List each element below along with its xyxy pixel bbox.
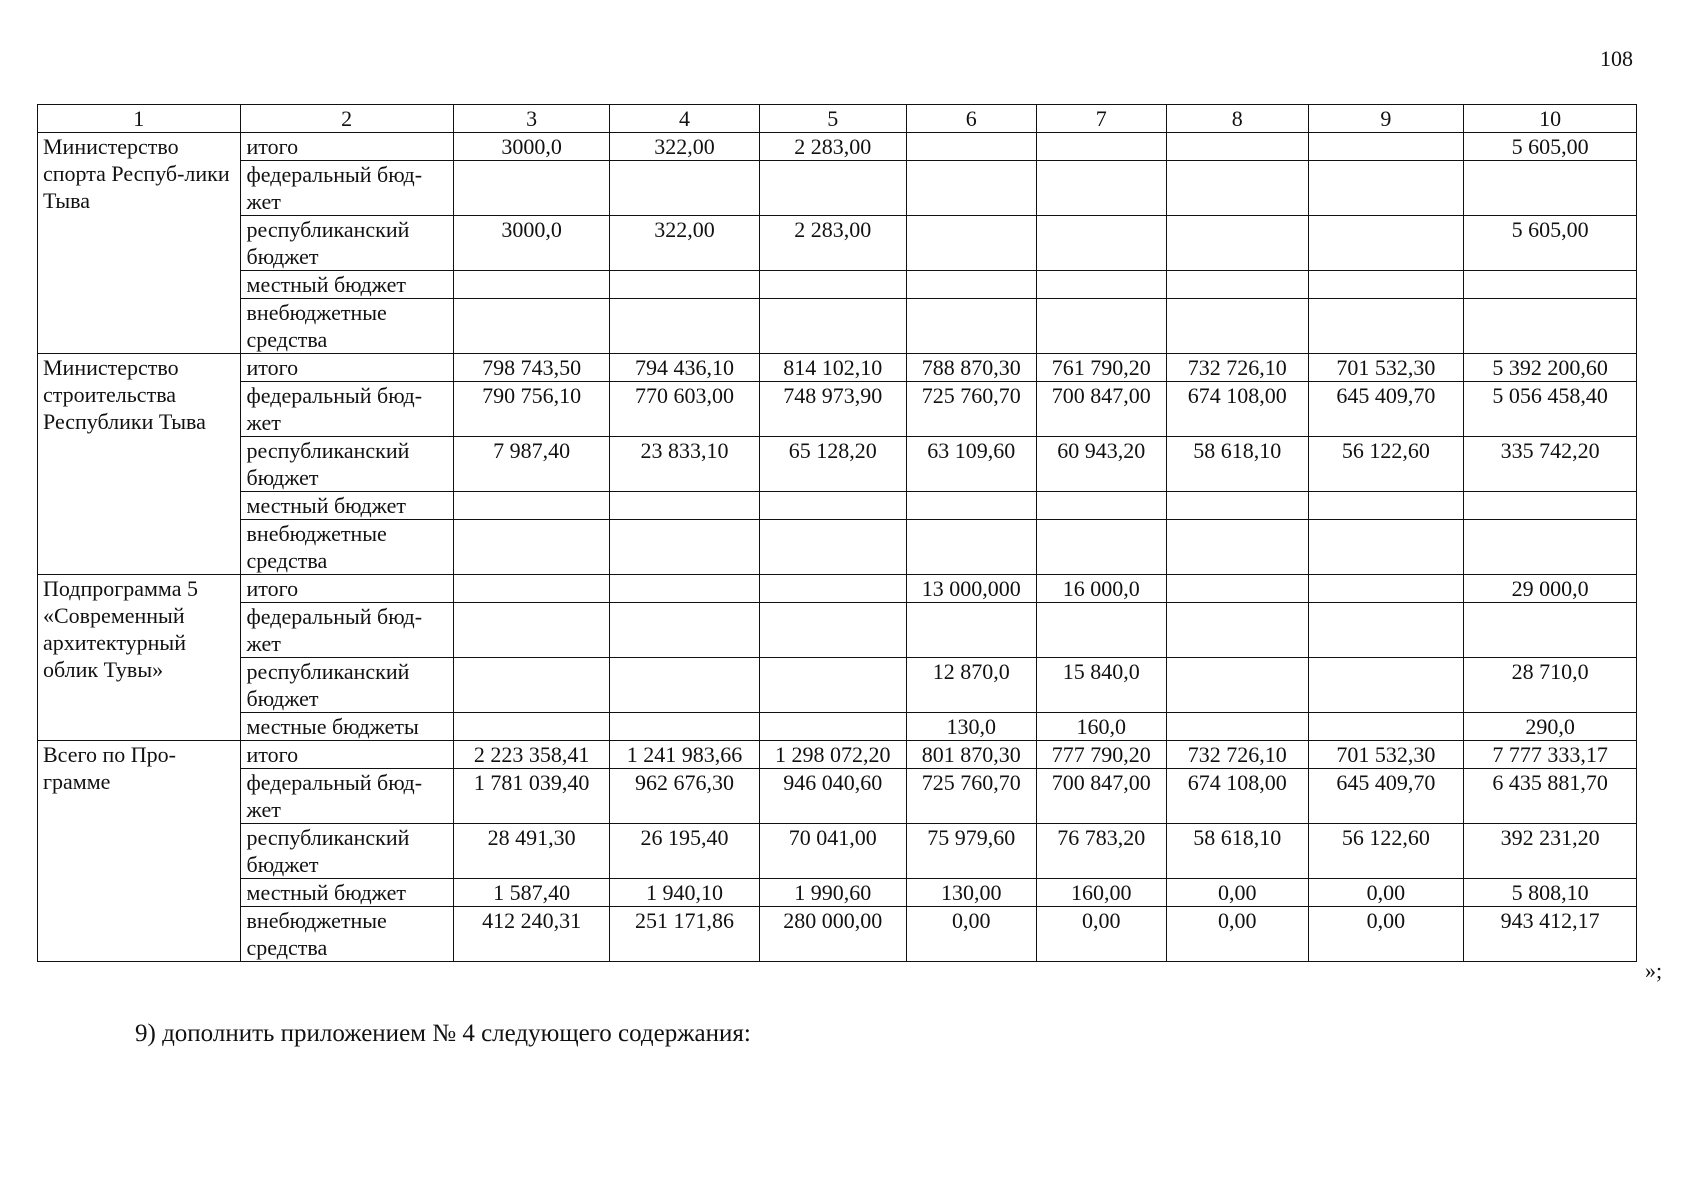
value-cell: 15 840,0 <box>1036 658 1166 713</box>
column-header: 1 <box>38 105 241 133</box>
value-cell: 1 940,10 <box>610 879 759 907</box>
value-cell <box>906 603 1036 658</box>
value-cell: 160,00 <box>1036 879 1166 907</box>
value-cell: 26 195,40 <box>610 824 759 879</box>
value-cell <box>1166 713 1308 741</box>
table-row <box>38 658 1637 713</box>
footer-text: 9) дополнить приложением № 4 следующего содержания: <box>135 1020 751 1047</box>
table-row <box>38 769 1637 824</box>
value-cell: 725 760,70 <box>906 382 1036 437</box>
value-cell: 700 847,00 <box>1036 769 1166 824</box>
value-cell: 392 231,20 <box>1464 824 1637 879</box>
budget-source-label: итого <box>240 133 453 161</box>
table-row <box>38 741 1637 769</box>
value-cell: 16 000,0 <box>1036 575 1166 603</box>
value-cell <box>1166 299 1308 354</box>
value-cell <box>906 299 1036 354</box>
value-cell: 412 240,31 <box>453 907 610 962</box>
value-cell: 645 409,70 <box>1308 382 1464 437</box>
value-cell <box>1464 520 1637 575</box>
value-cell: 801 870,30 <box>906 741 1036 769</box>
value-cell <box>1036 520 1166 575</box>
table-row <box>38 299 1637 354</box>
table-row <box>38 575 1637 603</box>
value-cell <box>610 713 759 741</box>
value-cell: 3000,0 <box>453 133 610 161</box>
value-cell <box>1166 575 1308 603</box>
value-cell: 12 870,0 <box>906 658 1036 713</box>
value-cell: 7 987,40 <box>453 437 610 492</box>
table-row <box>38 492 1637 520</box>
value-cell: 0,00 <box>1036 907 1166 962</box>
table-row <box>38 520 1637 575</box>
value-cell <box>1036 603 1166 658</box>
value-cell <box>759 713 906 741</box>
column-header: 7 <box>1036 105 1166 133</box>
value-cell: 251 171,86 <box>610 907 759 962</box>
value-cell: 0,00 <box>1166 879 1308 907</box>
closing-quote: »; <box>1645 958 1663 983</box>
budget-source-label: республиканский бюджет <box>240 437 453 492</box>
value-cell: 56 122,60 <box>1308 437 1464 492</box>
value-cell: 674 108,00 <box>1166 382 1308 437</box>
value-cell <box>453 713 610 741</box>
value-cell <box>906 520 1036 575</box>
value-cell <box>1464 271 1637 299</box>
value-cell: 1 298 072,20 <box>759 741 906 769</box>
value-cell: 76 783,20 <box>1036 824 1166 879</box>
value-cell <box>1308 603 1464 658</box>
value-cell: 732 726,10 <box>1166 354 1308 382</box>
value-cell <box>453 299 610 354</box>
table-row <box>38 133 1637 161</box>
value-cell: 748 973,90 <box>759 382 906 437</box>
value-cell <box>1166 520 1308 575</box>
table-row <box>38 382 1637 437</box>
value-cell: 1 781 039,40 <box>453 769 610 824</box>
budget-source-label: местный бюджет <box>240 492 453 520</box>
budget-source-label: республиканский бюджет <box>240 824 453 879</box>
value-cell: 5 808,10 <box>1464 879 1637 907</box>
value-cell <box>1308 271 1464 299</box>
budget-source-label: местный бюджет <box>240 271 453 299</box>
value-cell <box>759 271 906 299</box>
table-row <box>38 713 1637 741</box>
value-cell <box>759 520 906 575</box>
value-cell <box>1464 161 1637 216</box>
table-row <box>38 216 1637 271</box>
table-row <box>38 879 1637 907</box>
value-cell: 725 760,70 <box>906 769 1036 824</box>
value-cell <box>610 520 759 575</box>
value-cell: 2 283,00 <box>759 133 906 161</box>
budget-source-label: итого <box>240 354 453 382</box>
value-cell: 794 436,10 <box>610 354 759 382</box>
value-cell <box>906 271 1036 299</box>
organization-cell: Министерство строительства Республики Тыва <box>38 354 241 575</box>
value-cell <box>1308 492 1464 520</box>
budget-source-label: федеральный бюд-жет <box>240 603 453 658</box>
budget-source-label: внебюджетные средства <box>240 299 453 354</box>
value-cell: 60 943,20 <box>1036 437 1166 492</box>
value-cell <box>453 603 610 658</box>
value-cell: 790 756,10 <box>453 382 610 437</box>
value-cell <box>1308 299 1464 354</box>
value-cell <box>610 575 759 603</box>
value-cell <box>610 603 759 658</box>
table-row <box>38 824 1637 879</box>
value-cell: 6 435 881,70 <box>1464 769 1637 824</box>
value-cell <box>1036 133 1166 161</box>
value-cell <box>906 133 1036 161</box>
budget-source-label: местные бюджеты <box>240 713 453 741</box>
table-row <box>38 437 1637 492</box>
value-cell: 75 979,60 <box>906 824 1036 879</box>
value-cell <box>1036 216 1166 271</box>
budget-source-label: местный бюджет <box>240 879 453 907</box>
column-header: 8 <box>1166 105 1308 133</box>
value-cell <box>1464 603 1637 658</box>
value-cell: 770 603,00 <box>610 382 759 437</box>
value-cell <box>759 492 906 520</box>
table-row <box>38 907 1637 962</box>
table-row <box>38 603 1637 658</box>
value-cell <box>453 161 610 216</box>
value-cell <box>610 299 759 354</box>
column-header: 6 <box>906 105 1036 133</box>
value-cell <box>610 658 759 713</box>
value-cell <box>1166 603 1308 658</box>
value-cell: 70 041,00 <box>759 824 906 879</box>
value-cell <box>759 161 906 216</box>
value-cell <box>453 492 610 520</box>
value-cell: 322,00 <box>610 133 759 161</box>
budget-source-label: федеральный бюд-жет <box>240 769 453 824</box>
budget-source-label: республиканский бюджет <box>240 658 453 713</box>
value-cell <box>1166 492 1308 520</box>
value-cell: 58 618,10 <box>1166 824 1308 879</box>
value-cell <box>1036 271 1166 299</box>
value-cell <box>610 271 759 299</box>
value-cell <box>1464 299 1637 354</box>
value-cell <box>1036 299 1166 354</box>
value-cell: 2 283,00 <box>759 216 906 271</box>
value-cell: 0,00 <box>1308 907 1464 962</box>
value-cell: 645 409,70 <box>1308 769 1464 824</box>
value-cell: 2 223 358,41 <box>453 741 610 769</box>
value-cell: 814 102,10 <box>759 354 906 382</box>
value-cell: 798 743,50 <box>453 354 610 382</box>
budget-source-label: федеральный бюд-жет <box>240 161 453 216</box>
value-cell <box>1308 161 1464 216</box>
value-cell: 701 532,30 <box>1308 741 1464 769</box>
value-cell <box>1464 492 1637 520</box>
value-cell: 962 676,30 <box>610 769 759 824</box>
column-header: 4 <box>610 105 759 133</box>
value-cell: 1 990,60 <box>759 879 906 907</box>
table-row <box>38 354 1637 382</box>
value-cell: 5 605,00 <box>1464 133 1637 161</box>
value-cell: 56 122,60 <box>1308 824 1464 879</box>
value-cell: 29 000,0 <box>1464 575 1637 603</box>
value-cell <box>453 520 610 575</box>
value-cell: 58 618,10 <box>1166 437 1308 492</box>
value-cell: 3000,0 <box>453 216 610 271</box>
header-row <box>38 105 1637 133</box>
value-cell <box>453 271 610 299</box>
value-cell <box>1166 658 1308 713</box>
budget-source-label: федеральный бюд-жет <box>240 382 453 437</box>
value-cell <box>1036 161 1166 216</box>
budget-source-label: республиканский бюджет <box>240 216 453 271</box>
value-cell <box>1308 520 1464 575</box>
value-cell <box>1166 216 1308 271</box>
value-cell: 1 587,40 <box>453 879 610 907</box>
value-cell <box>453 658 610 713</box>
column-header: 5 <box>759 105 906 133</box>
value-cell: 0,00 <box>1308 879 1464 907</box>
organization-cell: Министерство спорта Респуб-лики Тыва <box>38 133 241 354</box>
value-cell: 0,00 <box>1166 907 1308 962</box>
value-cell: 701 532,30 <box>1308 354 1464 382</box>
value-cell <box>906 216 1036 271</box>
value-cell: 1 241 983,66 <box>610 741 759 769</box>
value-cell <box>1308 713 1464 741</box>
value-cell: 946 040,60 <box>759 769 906 824</box>
value-cell: 290,0 <box>1464 713 1637 741</box>
value-cell: 130,00 <box>906 879 1036 907</box>
budget-source-label: итого <box>240 575 453 603</box>
value-cell <box>759 575 906 603</box>
organization-cell: Подпрограмма 5 «Современный архитектурный облик Тувы» <box>38 575 241 741</box>
column-header: 9 <box>1308 105 1464 133</box>
column-header: 3 <box>453 105 610 133</box>
value-cell <box>1036 492 1166 520</box>
value-cell: 280 000,00 <box>759 907 906 962</box>
value-cell <box>1308 575 1464 603</box>
value-cell: 28 491,30 <box>453 824 610 879</box>
value-cell <box>1166 133 1308 161</box>
value-cell <box>453 575 610 603</box>
column-header: 2 <box>240 105 453 133</box>
value-cell: 777 790,20 <box>1036 741 1166 769</box>
budget-source-label: внебюджетные средства <box>240 520 453 575</box>
budget-source-label: внебюджетные средства <box>240 907 453 962</box>
value-cell <box>1308 133 1464 161</box>
budget-source-label: итого <box>240 741 453 769</box>
value-cell: 335 742,20 <box>1464 437 1637 492</box>
value-cell <box>759 299 906 354</box>
value-cell: 700 847,00 <box>1036 382 1166 437</box>
value-cell: 788 870,30 <box>906 354 1036 382</box>
value-cell: 5 605,00 <box>1464 216 1637 271</box>
value-cell: 65 128,20 <box>759 437 906 492</box>
value-cell <box>759 603 906 658</box>
value-cell: 0,00 <box>906 907 1036 962</box>
value-cell: 7 777 333,17 <box>1464 741 1637 769</box>
value-cell: 63 109,60 <box>906 437 1036 492</box>
value-cell <box>610 492 759 520</box>
value-cell: 5 392 200,60 <box>1464 354 1637 382</box>
value-cell: 5 056 458,40 <box>1464 382 1637 437</box>
column-header: 10 <box>1464 105 1637 133</box>
value-cell: 28 710,0 <box>1464 658 1637 713</box>
value-cell: 732 726,10 <box>1166 741 1308 769</box>
page-number: 108 <box>1600 46 1633 71</box>
value-cell: 13 000,000 <box>906 575 1036 603</box>
budget-table <box>37 104 1637 962</box>
organization-cell: Всего по Про-грамме <box>38 741 241 962</box>
value-cell: 943 412,17 <box>1464 907 1637 962</box>
value-cell <box>906 492 1036 520</box>
value-cell <box>1166 271 1308 299</box>
value-cell: 322,00 <box>610 216 759 271</box>
value-cell <box>610 161 759 216</box>
value-cell: 761 790,20 <box>1036 354 1166 382</box>
value-cell: 130,0 <box>906 713 1036 741</box>
table-row <box>38 161 1637 216</box>
value-cell <box>1308 216 1464 271</box>
value-cell <box>1308 658 1464 713</box>
value-cell: 23 833,10 <box>610 437 759 492</box>
value-cell: 160,0 <box>1036 713 1166 741</box>
value-cell <box>1166 161 1308 216</box>
table-row <box>38 271 1637 299</box>
value-cell <box>759 658 906 713</box>
value-cell: 674 108,00 <box>1166 769 1308 824</box>
value-cell <box>906 161 1036 216</box>
